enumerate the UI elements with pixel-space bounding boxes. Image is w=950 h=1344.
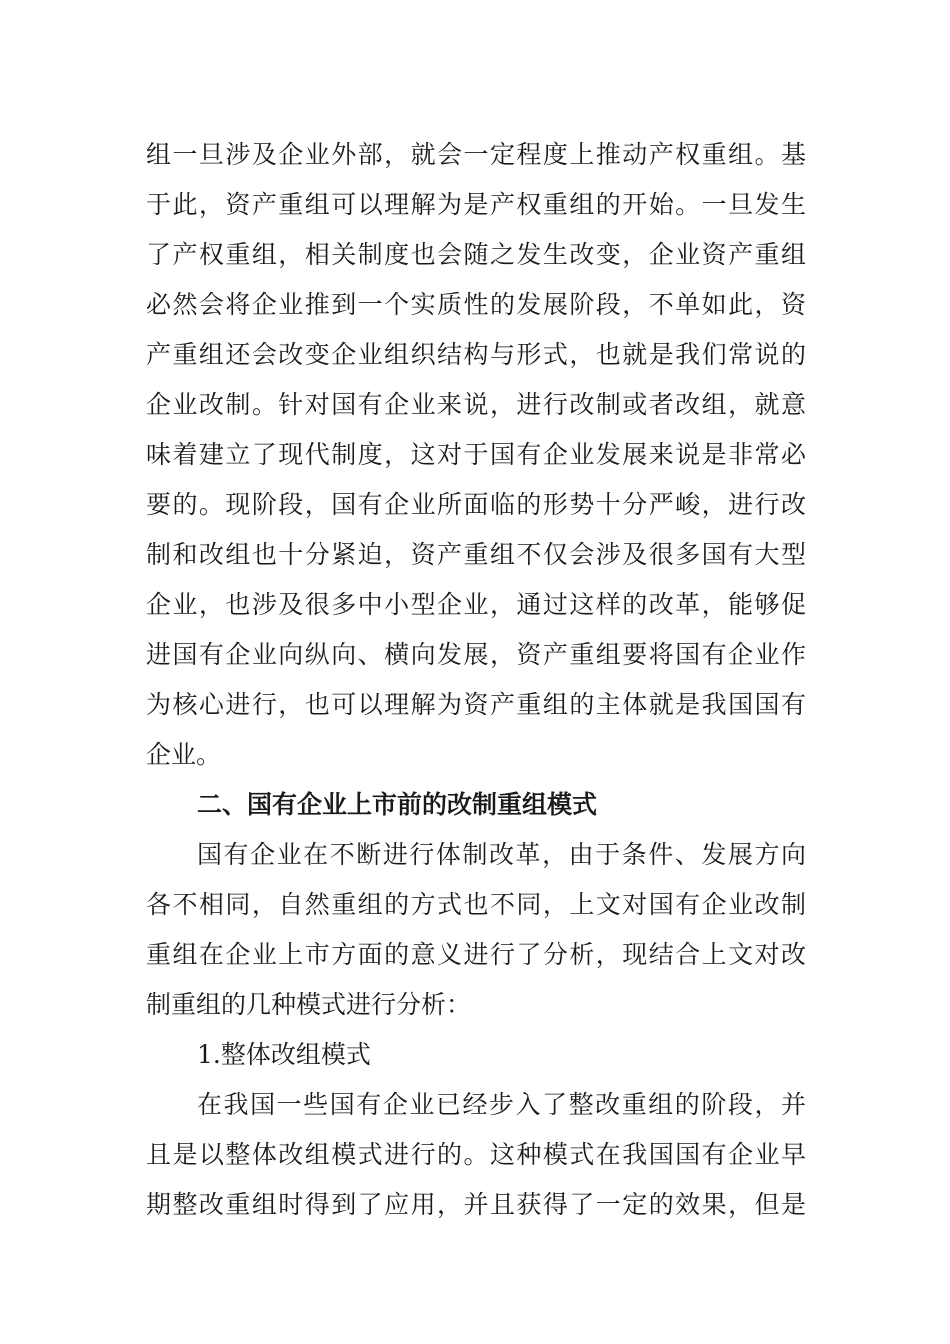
text-line: 在我国一些国有企业已经步入了整改重组的阶段，并 [197, 1090, 806, 1119]
text-line: 企业，也涉及很多中小型企业，通过这样的改革，能够促 [146, 590, 806, 619]
text-line: 各不相同，自然重组的方式也不同，上文对国有企业改制 [146, 890, 806, 919]
text-line: 且是以整体改组模式进行的。这种模式在我国国有企业早 [146, 1140, 806, 1169]
subheading: 1.整体改组模式 [197, 1040, 371, 1069]
text-line: 进国有企业向纵向、横向发展，资产重组要将国有企业作 [146, 640, 806, 669]
text-line: 必然会将企业推到一个实质性的发展阶段，不单如此，资 [146, 290, 806, 319]
text-line: 产重组还会改变企业组织结构与形式，也就是我们常说的 [146, 340, 806, 369]
text-line: 制和改组也十分紧迫，资产重组不仅会涉及很多国有大型 [146, 540, 806, 569]
text-line: 于此，资产重组可以理解为是产权重组的开始。一旦发生 [146, 190, 806, 219]
text-line: 组一旦涉及企业外部，就会一定程度上推动产权重组。基 [146, 140, 806, 169]
text-line: 企业。 [146, 740, 222, 769]
text-line: 期整改重组时得到了应用，并且获得了一定的效果，但是 [146, 1190, 806, 1219]
section-heading: 二、国有企业上市前的改制重组模式 [197, 790, 598, 819]
text-line: 重组在企业上市方面的意义进行了分析，现结合上文对改 [146, 940, 806, 969]
text-line: 味着建立了现代制度，这对于国有企业发展来说是非常必 [146, 440, 806, 469]
text-line: 要的。现阶段，国有企业所面临的形势十分严峻，进行改 [146, 490, 806, 519]
text-line: 为核心进行，也可以理解为资产重组的主体就是我国国有 [146, 690, 806, 719]
text-line: 了产权重组，相关制度也会随之发生改变，企业资产重组 [146, 240, 806, 269]
text-line: 国有企业在不断进行体制改革，由于条件、发展方向 [197, 840, 806, 869]
text-line: 企业改制。针对国有企业来说，进行改制或者改组，就意 [146, 390, 806, 419]
text-line: 制重组的几种模式进行分析： [146, 990, 472, 1019]
